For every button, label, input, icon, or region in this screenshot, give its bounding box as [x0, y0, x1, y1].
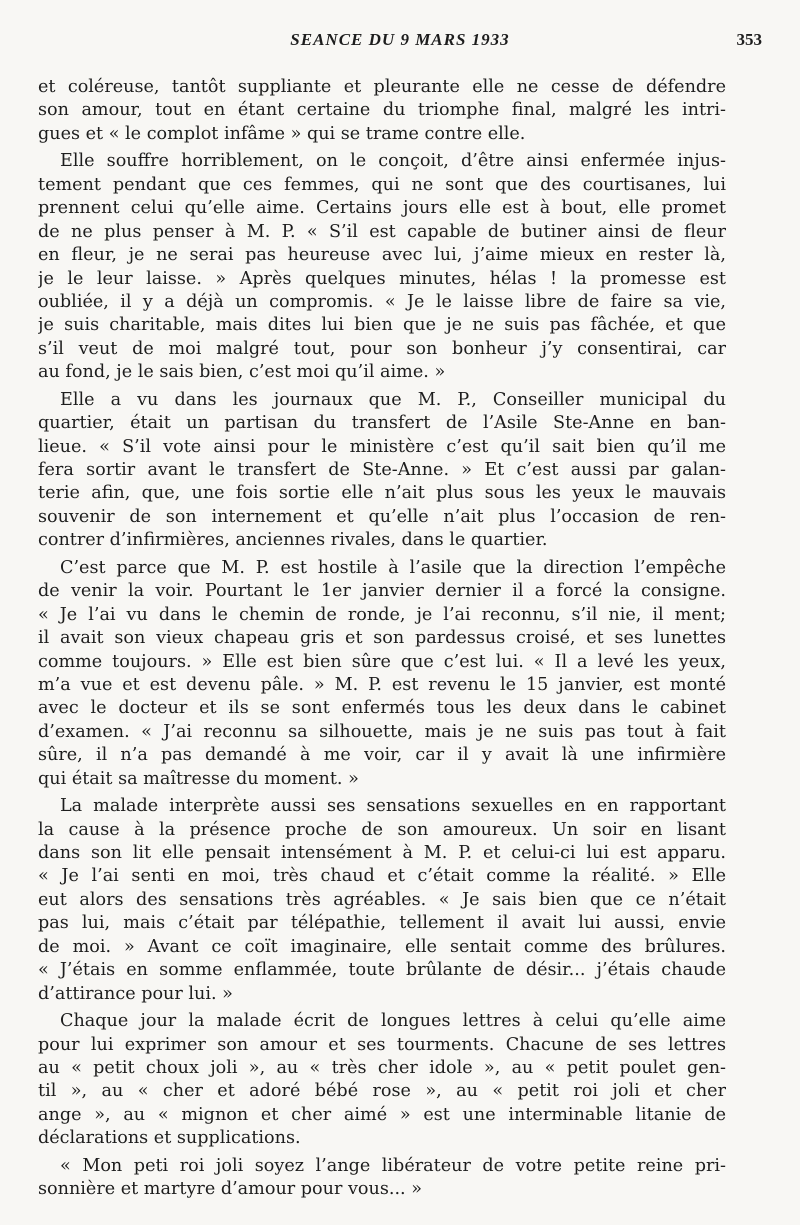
- text-line: sûre, il n’a pas demandé à me voir, car il y avait là une infirmière: [38, 745, 726, 766]
- text-line: « Je l’ai vu dans le chemin de ronde, je l’ai reconnu, s’il nie, il ment;: [38, 604, 726, 625]
- text-line: dans son lit elle pensait intensément à M. P. et celui-ci lui est apparu.: [38, 843, 726, 863]
- text-line: souvenir de son internement et qu’elle n’ait plus l’occasion de ren-: [38, 506, 726, 527]
- text-line: au « petit choux joli », au « très cher idole », au « petit poulet gen-: [38, 1057, 726, 1078]
- paragraph: [38, 150, 726, 384]
- paragraph: [38, 795, 726, 1006]
- text-line: et coléreuse, tantôt suppliante et pleurante elle ne cesse de défendre: [38, 77, 726, 97]
- text-line: « Mon peti roi joli soyez l’ange libérateur de votre petite reine pri-: [60, 1155, 726, 1176]
- text-line: eut alors des sensations très agréables. « Je sais bien que ce n’était: [38, 889, 726, 910]
- paragraph: [38, 76, 726, 146]
- text-line: d’examen. « J’ai reconnu sa silhouette, mais je ne suis pas tout à fait: [38, 721, 726, 742]
- text-line: de moi. » Avant ce coït imaginaire, elle sentait comme des brûlures.: [38, 936, 726, 957]
- text-line: son amour, tout en étant certaine du triomphe final, malgré les intri-: [38, 100, 726, 121]
- paragraph: [38, 389, 726, 553]
- text-line: ange », au « mignon et cher aimé » est une interminable litanie de: [38, 1104, 726, 1125]
- text-line: Elle a vu dans les journaux que M. P., Conseiller municipal du: [60, 389, 726, 410]
- text-line: au fond, je le sais bien, c’est moi qu’il aime. »: [38, 362, 446, 383]
- text-line: il avait son vieux chapeau gris et son pardessus croisé, et ses lunettes: [38, 628, 726, 649]
- text-line: pour lui exprimer son amour et ses tourments. Chacune de ses lettres: [38, 1034, 726, 1055]
- text-line: oubliée, il y a déjà un compromis. « Je le laisse libre de faire sa vie,: [38, 291, 726, 312]
- text-line: lieue. « S’il vote ainsi pour le ministère c’est qu’il sait bien qu’il me: [38, 436, 726, 457]
- text-line: quartier, était un partisan du transfert de l’Asile Ste-Anne en ban-: [38, 413, 726, 434]
- text-line: avec le docteur et ils se sont enfermés tous les deux dans le cabinet: [38, 698, 726, 719]
- running-header: [38, 30, 762, 58]
- text-line: déclarations et supplications.: [38, 1128, 301, 1149]
- text-line: en fleur, je ne serai pas heureuse avec lui, j’aime mieux en rester là,: [38, 245, 726, 266]
- text-line: je le leur laisse. » Après quelques minutes, hélas ! la promesse est: [38, 268, 726, 289]
- text-line: de ne plus penser à M. P. « S’il est capable de butiner ainsi de fleur: [38, 221, 726, 242]
- text-line: je suis charitable, mais dites lui bien que je ne suis pas fâchée, et que: [38, 315, 726, 336]
- text-line: terie afin, que, une fois sortie elle n’ait plus sous les yeux le mauvais: [38, 483, 726, 504]
- text-line: C’est parce que M. P. est hostile à l’asile que la direction l’empêche: [60, 557, 726, 578]
- text-line: til », au « cher et adoré bébé rose », au « petit roi joli et cher: [38, 1081, 726, 1102]
- paragraph: [38, 1155, 726, 1202]
- text-line: La malade interprète aussi ses sensations sexuelles en en rapportant: [60, 796, 726, 817]
- text-line: la cause à la présence proche de son amoureux. Un soir en lisant: [38, 819, 726, 840]
- header-title: SEANCE DU 9 MARS 1933: [290, 30, 510, 49]
- body-text: [38, 76, 726, 1202]
- text-line: Chaque jour la malade écrit de longues lettres à celui qu’elle aime: [60, 1011, 726, 1032]
- text-line: pas lui, mais c’était par télépathie, tellement il avait lui aussi, envie: [38, 913, 726, 934]
- text-line: d’attirance pour lui. »: [38, 983, 233, 1004]
- text-line: de venir la voir. Pourtant le 1er janvier dernier il a forcé la consigne.: [38, 581, 726, 602]
- text-line: Elle souffre horriblement, on le conçoit, d’être ainsi enfermée injus-: [60, 151, 726, 172]
- text-line: « J’étais en somme enflammée, toute brûlante de désir... j’étais chaude: [38, 960, 726, 981]
- text-line: prennent celui qu’elle aime. Certains jours elle est à bout, elle promet: [38, 198, 726, 219]
- text-line: qui était sa maîtresse du moment. »: [38, 768, 359, 789]
- paragraph: [38, 1010, 726, 1151]
- page-number: 353: [736, 30, 762, 49]
- text-line: comme toujours. » Elle est bien sûre que c’est lui. « Il a levé les yeux,: [38, 651, 726, 672]
- text-line: m’a vue et est devenu pâle. » M. P. est revenu le 15 janvier, est monté: [38, 674, 726, 695]
- text-line: gues et « le complot infâme » qui se trame contre elle.: [38, 123, 526, 144]
- text-line: fera sortir avant le transfert de Ste-Anne. » Et c’est aussi par galan-: [38, 460, 726, 480]
- text-line: sonnière et martyre d’amour pour vous... »: [38, 1179, 422, 1200]
- text-line: contrer d’infirmières, anciennes rivales, dans le quartier.: [38, 530, 548, 551]
- text-line: « Je l’ai senti en moi, très chaud et c’était comme la réalité. » Elle: [38, 866, 726, 887]
- paragraph: [38, 557, 726, 791]
- text-line: s’il veut de moi malgré tout, pour son bonheur j’y consentirai, car: [38, 338, 726, 359]
- text-line: tement pendant que ces femmes, qui ne sont que des courtisanes, lui: [38, 174, 726, 195]
